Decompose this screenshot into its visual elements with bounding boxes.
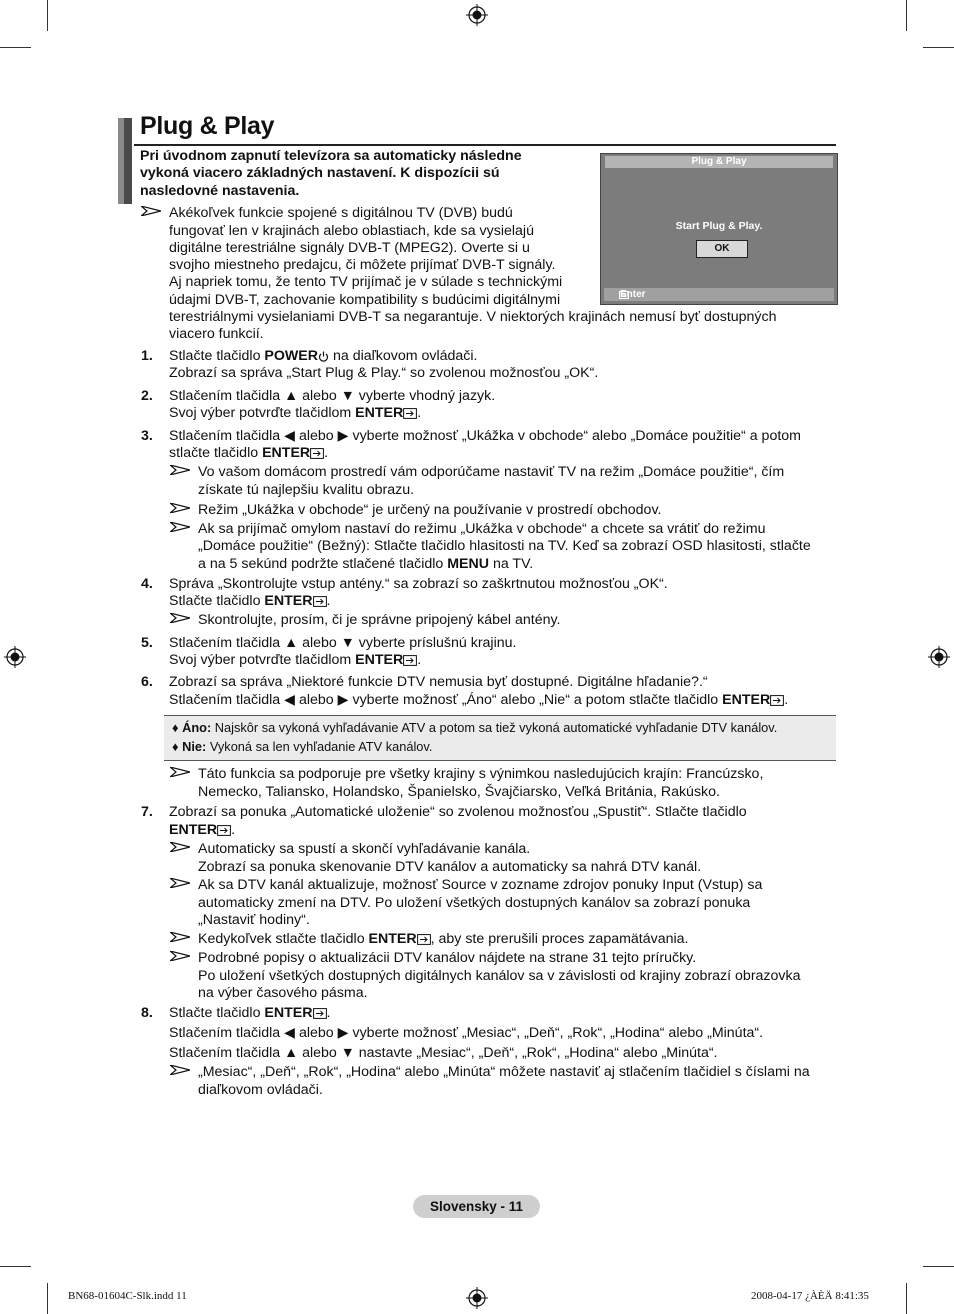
note-dvb-line: svojho miestneho predajcu, či môžete prijímať DVB-T signály.: [169, 257, 556, 273]
note-dvb-line: fungovať len v krajinách alebo oblastiach, kde sa vysielajú: [169, 223, 534, 239]
title-rule: [134, 144, 836, 146]
registration-mark-icon: [4, 646, 26, 668]
title-accent-bar: [124, 118, 132, 204]
step-text: Stlačte tlačidlo: [169, 593, 265, 609]
step-6-line2: [169, 692, 788, 710]
key-label: ENTER: [368, 931, 417, 947]
crop-mark: [923, 47, 954, 48]
print-date-info: 2008-04-17 ¿ÀÈÄ 8:41:35: [751, 1290, 869, 1302]
note-arrow-icon: [170, 465, 190, 475]
registration-mark-icon: [466, 4, 488, 26]
note-dvb-line: terestriálnymi vysielaniami DVB-T sa negarantuje. V niektorých krajinách nemusí byť dostupných: [169, 309, 777, 325]
step-7-note: automaticky zmení na DTV. Po uložení všetkých dostupných kanálov sa zobrazí ponuka: [198, 895, 751, 911]
option-ano: ♦ Áno: Najskôr sa vykoná vyhľadávanie ATV a potom sa tiež vykoná automatické vyhľadanie DTV kanálov.: [172, 720, 778, 735]
step-3-note: Ak sa prijímač omylom nastaví do režimu „Ukážka v obchode“ a chcete sa vrátiť do režimu: [198, 521, 766, 537]
step-number: 4.: [141, 576, 153, 592]
osd-ok-button[interactable]: OK: [696, 240, 748, 258]
page-number-label: Slovensky - 11: [413, 1195, 540, 1218]
step-3-note: „Domáce použitie“ (Bežný): Stlačte tlačidlo hlasitosti na TV. Keď sa zobrazí OSD hlasitosti, stlačte: [198, 538, 811, 554]
osd-header: Plug & Play: [605, 156, 833, 168]
step-1-line2: Zobrazí sa správa „Start Plug & Play.“ so zvolenou možnosťou „OK“.: [169, 365, 599, 381]
step-8-note: diaľkovom ovládači.: [198, 1082, 323, 1098]
key-label: ENTER: [169, 822, 218, 838]
step-3-line1: Stlačením tlačidla ◀ alebo ▶ vyberte možnosť „Ukážka v obchode“ alebo „Domáce použitie“ a potom: [169, 428, 801, 444]
step-5-line2: [169, 652, 421, 670]
enter-icon: [417, 934, 431, 945]
step-text: Stlačením tlačidla ◀ alebo ▶ vyberte možnosť „Áno“ alebo „Nie“ a potom stlačte tlačidlo: [169, 692, 723, 708]
osd-screen: [600, 153, 838, 305]
step-8-line1: [169, 1005, 330, 1023]
enter-icon: [619, 291, 629, 299]
note-arrow-icon: [170, 613, 190, 623]
enter-icon: [310, 448, 324, 459]
crop-mark: [47, 1283, 48, 1314]
step-7-line1: Zobrazí sa ponuka „Automatické uloženie“ so zvolenou možnosťou „Spustiť“. Stlačte tlačidlo: [169, 804, 747, 820]
note-arrow-icon: [170, 951, 190, 961]
enter-icon: [313, 596, 327, 607]
note-dvb-line: Akékoľvek funkcie spojené s digitálnou TV (DVB) budú: [169, 205, 513, 221]
key-label: ENTER: [722, 692, 771, 708]
step-7-note: Ak sa DTV kanál aktualizuje, možnosť Source v zozname zdrojov ponuky Input (Vstup) sa: [198, 877, 763, 893]
step-3-note: Vo vašom domácom prostredí vám odporúčame nastaviť TV na režim „Domáce použitie“, čím: [198, 464, 785, 480]
step-number: 1.: [141, 348, 153, 364]
option-key: Nie:: [182, 739, 207, 754]
key-label: ENTER: [262, 445, 311, 461]
note-arrow-icon: [170, 522, 190, 532]
intro-line: Pri úvodnom zapnutí televízora sa automaticky následne: [140, 148, 522, 164]
step-text: .: [326, 1005, 331, 1021]
step-text: .: [324, 445, 329, 461]
step-7-note: Po uložení všetkých dostupných digitálnych kanálov sa v závislosti od krajiny zobrazí obrazovka: [198, 968, 801, 984]
note-dvb-line: viacero funkcií.: [169, 326, 264, 342]
print-file-info: BN68-01604C-Slk.indd 11: [68, 1290, 187, 1302]
step-8-note: „Mesiac“, „Deň“, „Rok“, „Hodina“ alebo „Minúta“ môžete nastaviť aj stlačením tlačidiel s číslami na: [198, 1064, 810, 1080]
step-4-note: Skontrolujte, prosím, či je správne pripojený kábel antény.: [198, 612, 561, 628]
step-text: , aby ste prerušili proces zapamätávania.: [430, 931, 689, 947]
step-7-note: „Nastaviť hodiny“.: [198, 912, 310, 928]
intro-line: vykoná viacero základných nastavení. K dispozícii sú: [140, 165, 500, 181]
step-text: Svoj výber potvrďte tlačidlom: [169, 652, 356, 668]
step-7-note: na výber časového pásma.: [198, 985, 368, 1001]
key-label: MENU: [447, 556, 490, 572]
note-arrow-icon: [170, 842, 190, 852]
enter-icon: [403, 408, 417, 419]
enter-icon: [313, 1008, 327, 1019]
step-number: 8.: [141, 1005, 153, 1021]
step-text: .: [231, 822, 236, 838]
enter-icon: [403, 655, 417, 666]
crop-mark: [906, 0, 907, 31]
step-4-line1: Správa „Skontrolujte vstup antény.“ sa zobrazí so zaškrtnutou možnosťou „OK“.: [169, 576, 668, 592]
step-text: na diaľkovom ovládači.: [329, 348, 478, 364]
step-3-line2: [169, 445, 328, 463]
osd-enter-label: Enter: [620, 289, 646, 300]
step-text: Svoj výber potvrďte tlačidlom: [169, 405, 356, 421]
option-text: Vykoná sa len vyhľadanie ATV kanálov.: [206, 739, 433, 754]
step-text: na TV.: [489, 556, 534, 572]
key-label: ENTER: [355, 652, 404, 668]
option-key: Áno:: [182, 720, 212, 735]
step-number: 2.: [141, 388, 153, 404]
note-dvb-line: údajmi DVB-T, zachovanie kompatibility s budúcimi digitálnymi: [169, 292, 561, 308]
osd-message: Start Plug & Play.: [675, 220, 763, 232]
step-7-note: [198, 931, 689, 949]
step-number: 6.: [141, 674, 153, 690]
registration-mark-icon: [928, 646, 950, 668]
step-8-line3: Stlačením tlačidla ▲ alebo ▼ nastavte „Mesiac“, „Deň“, „Rok“, „Hodina“ alebo „Minúta“.: [169, 1045, 718, 1061]
option-text: Najskôr sa vykoná vyhľadávanie ATV a potom sa tiež vykoná automatické vyhľadanie DTV kanálov.: [211, 720, 778, 735]
crop-mark: [923, 1266, 954, 1267]
step-text: .: [784, 692, 789, 708]
step-6-line1: Zobrazí sa správa „Niektoré funkcie DTV nemusia byť dostupné. Digitálne hľadanie?.“: [169, 674, 708, 690]
note-arrow-icon: [170, 932, 190, 942]
step-7-note: Zobrazí sa ponuka skenovanie DTV kanálov a automaticky sa nahrá DTV kanál.: [198, 859, 702, 875]
note-arrow-icon: [170, 503, 190, 513]
key-label: ENTER: [264, 593, 313, 609]
page-title: Plug & Play: [140, 112, 275, 140]
step-7-note: Podrobné popisy o aktualizácii DTV kanálov nájdete na strane 31 tejto príručky.: [198, 950, 697, 966]
note-arrow-icon: [170, 767, 190, 777]
option-nie: ♦ Nie: Vykoná sa len vyhľadanie ATV kanálov.: [172, 739, 433, 754]
key-label: ENTER: [355, 405, 404, 421]
step-text: Stlačte tlačidlo: [169, 348, 265, 364]
crop-mark: [0, 1266, 31, 1267]
intro-line: nasledovné nastavenia.: [140, 183, 300, 199]
note-arrow-icon: [170, 1065, 190, 1075]
registration-mark-icon: [466, 1287, 488, 1309]
step-number: 5.: [141, 635, 153, 651]
key-label: ENTER: [264, 1005, 313, 1021]
crop-mark: [0, 47, 31, 48]
osd-footer: [604, 288, 834, 301]
step-5-line1: Stlačením tlačidla ▲ alebo ▼ vyberte príslušnú krajinu.: [169, 635, 517, 651]
step-4-line2: [169, 593, 330, 611]
step-7-note: Automaticky sa spustí a skončí vyhľadávanie kanála.: [198, 841, 531, 857]
step-text: a na 5 sekúnd podržte stlačené tlačidlo: [198, 556, 448, 572]
note-arrow-icon: [141, 206, 161, 216]
step-text: .: [417, 405, 422, 421]
crop-mark: [47, 0, 48, 31]
note-dvb-line: digitálne terestriálne signály DVB-T (MPEG2). Overte si u: [169, 240, 530, 256]
key-label: POWER: [264, 348, 319, 364]
step-8-line2: Stlačením tlačidla ◀ alebo ▶ vyberte možnosť „Mesiac“, „Deň“, „Rok“, „Hodina“ alebo „Minúta“.: [169, 1025, 764, 1041]
step-number: 7.: [141, 804, 153, 820]
step-text: Stlačte tlačidlo: [169, 1005, 265, 1021]
step-6-note: Táto funkcia sa podporuje pre všetky krajiny s výnimkou nasledujúcich krajín: Francúzsko,: [198, 766, 764, 782]
step-number: 3.: [141, 428, 153, 444]
step-1-line: [169, 348, 478, 366]
step-7-line2: [169, 822, 235, 840]
crop-mark: [906, 1283, 907, 1314]
step-text: stlačte tlačidlo: [169, 445, 263, 461]
note-dvb-line: Aj napriek tomu, že tento TV prijímač je v súlade s technickými: [169, 274, 563, 290]
enter-icon: [217, 825, 231, 836]
step-2-line2: [169, 405, 421, 423]
note-arrow-icon: [170, 878, 190, 888]
step-text: .: [326, 593, 331, 609]
step-3-note: Režim „Ukážka v obchode“ je určený na používanie v prostredí obchodov.: [198, 502, 662, 518]
step-6-note: Nemecko, Taliansko, Holandsko, Španielsko, Švajčiarsko, Veľká Británia, Rakúsko.: [198, 784, 720, 800]
step-2-line1: Stlačením tlačidla ▲ alebo ▼ vyberte vhodný jazyk.: [169, 388, 496, 404]
step-text: .: [417, 652, 422, 668]
step-text: Kedykoľvek stlačte tlačidlo: [198, 931, 369, 947]
power-icon: [318, 351, 329, 362]
step-3-note: získate tú najlepšiu kvalitu obrazu.: [198, 482, 415, 498]
step-3-note: [198, 556, 533, 574]
enter-icon: [770, 695, 784, 706]
options-box: [164, 715, 836, 761]
